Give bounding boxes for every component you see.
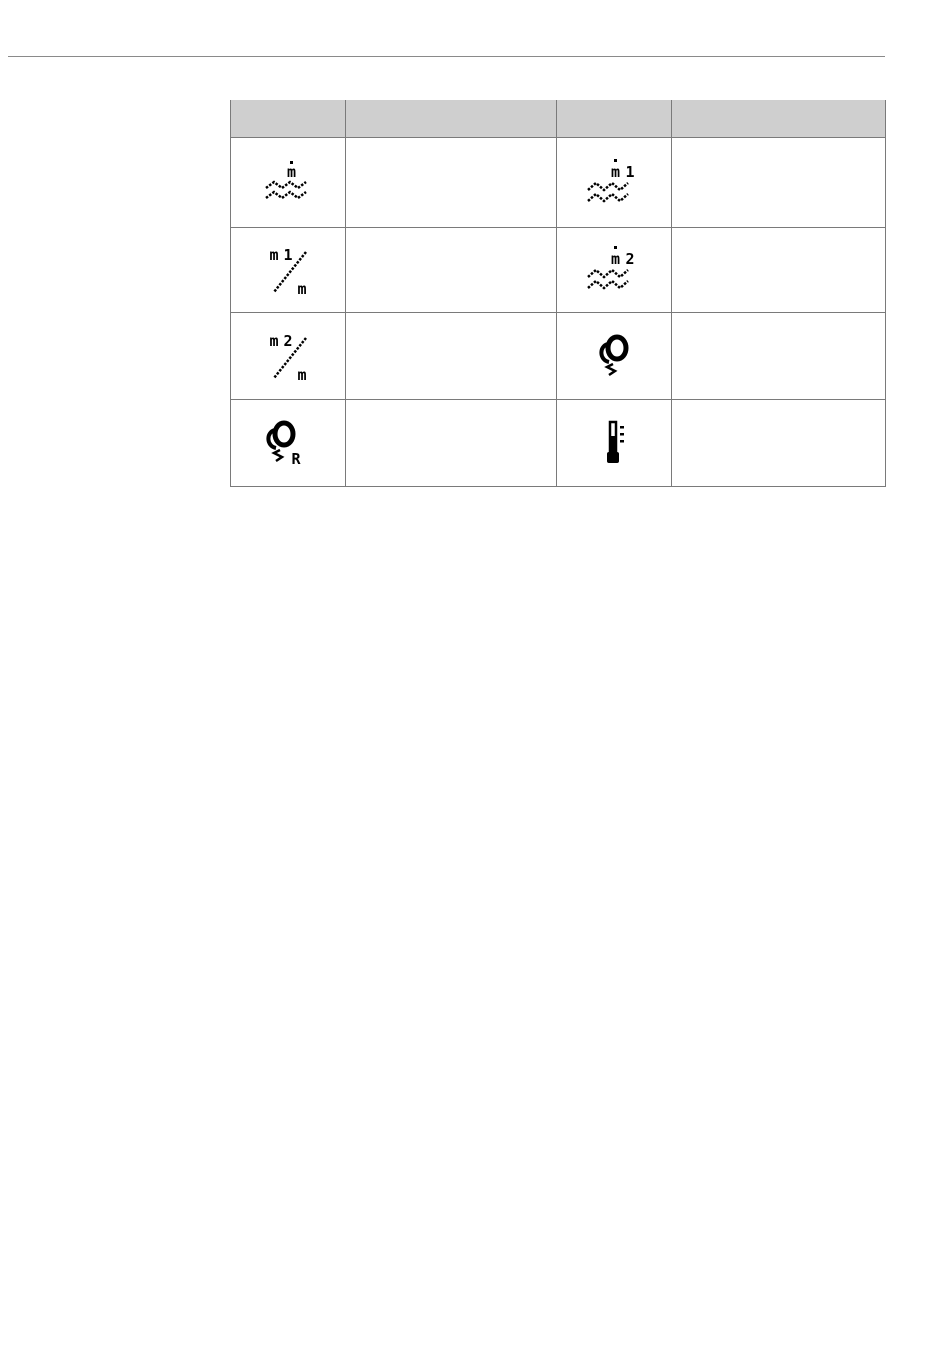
description-text [672, 264, 688, 279]
table-row [231, 313, 886, 400]
index-label: 1 [283, 246, 293, 264]
icon-cell [557, 138, 672, 228]
symbol-table [230, 100, 886, 487]
reference-letter: R [291, 450, 301, 468]
description-text [346, 350, 362, 365]
table-header-row [231, 100, 886, 138]
header-rule [8, 56, 885, 57]
icon-cell [231, 228, 346, 313]
mass-symbol: m [269, 332, 279, 350]
description-cell [346, 228, 557, 313]
description-cell [346, 138, 557, 228]
icon-cell [557, 400, 672, 487]
header-cell-symbol-left [231, 100, 346, 138]
mass-flow-fluid-1-icon [582, 156, 646, 210]
mass-symbol: m [286, 162, 297, 181]
mass-ratio-2-icon [258, 328, 318, 384]
description-cell [346, 313, 557, 400]
description-text [346, 437, 362, 452]
mass-symbol: m [610, 162, 621, 181]
density-icon [589, 330, 639, 382]
index-label: 2 [625, 250, 635, 268]
description-cell [672, 138, 886, 228]
icon-cell [557, 228, 672, 313]
table-row [231, 400, 886, 487]
index-label: 1 [625, 162, 635, 181]
description-text [672, 437, 688, 452]
mass-symbol: m [269, 246, 279, 264]
table-row [231, 138, 886, 228]
mass-ratio-1-icon [258, 242, 318, 298]
header-cell-meaning-right [672, 100, 886, 138]
mass-symbol: m [297, 366, 307, 384]
icon-cell [557, 313, 672, 400]
description-cell [672, 228, 886, 313]
icon-cell [231, 138, 346, 228]
mass-flow-fluid-2-icon [582, 243, 646, 297]
description-cell [672, 400, 886, 487]
icon-cell [231, 313, 346, 400]
description-text [346, 176, 362, 191]
header-cell-meaning-left [346, 100, 557, 138]
table-row [231, 228, 886, 313]
description-cell [672, 313, 886, 400]
index-label: 2 [283, 332, 293, 350]
description-text [672, 350, 688, 365]
description-text [346, 264, 362, 279]
description-text [672, 176, 688, 191]
reference-density-icon [258, 417, 318, 469]
header-cell-symbol-right [557, 100, 672, 138]
description-cell [346, 400, 557, 487]
icon-cell [231, 400, 346, 487]
mass-symbol: m [610, 250, 621, 268]
mass-symbol: m [297, 280, 307, 298]
temperature-icon [594, 418, 634, 468]
mass-flow-icon [258, 158, 318, 208]
